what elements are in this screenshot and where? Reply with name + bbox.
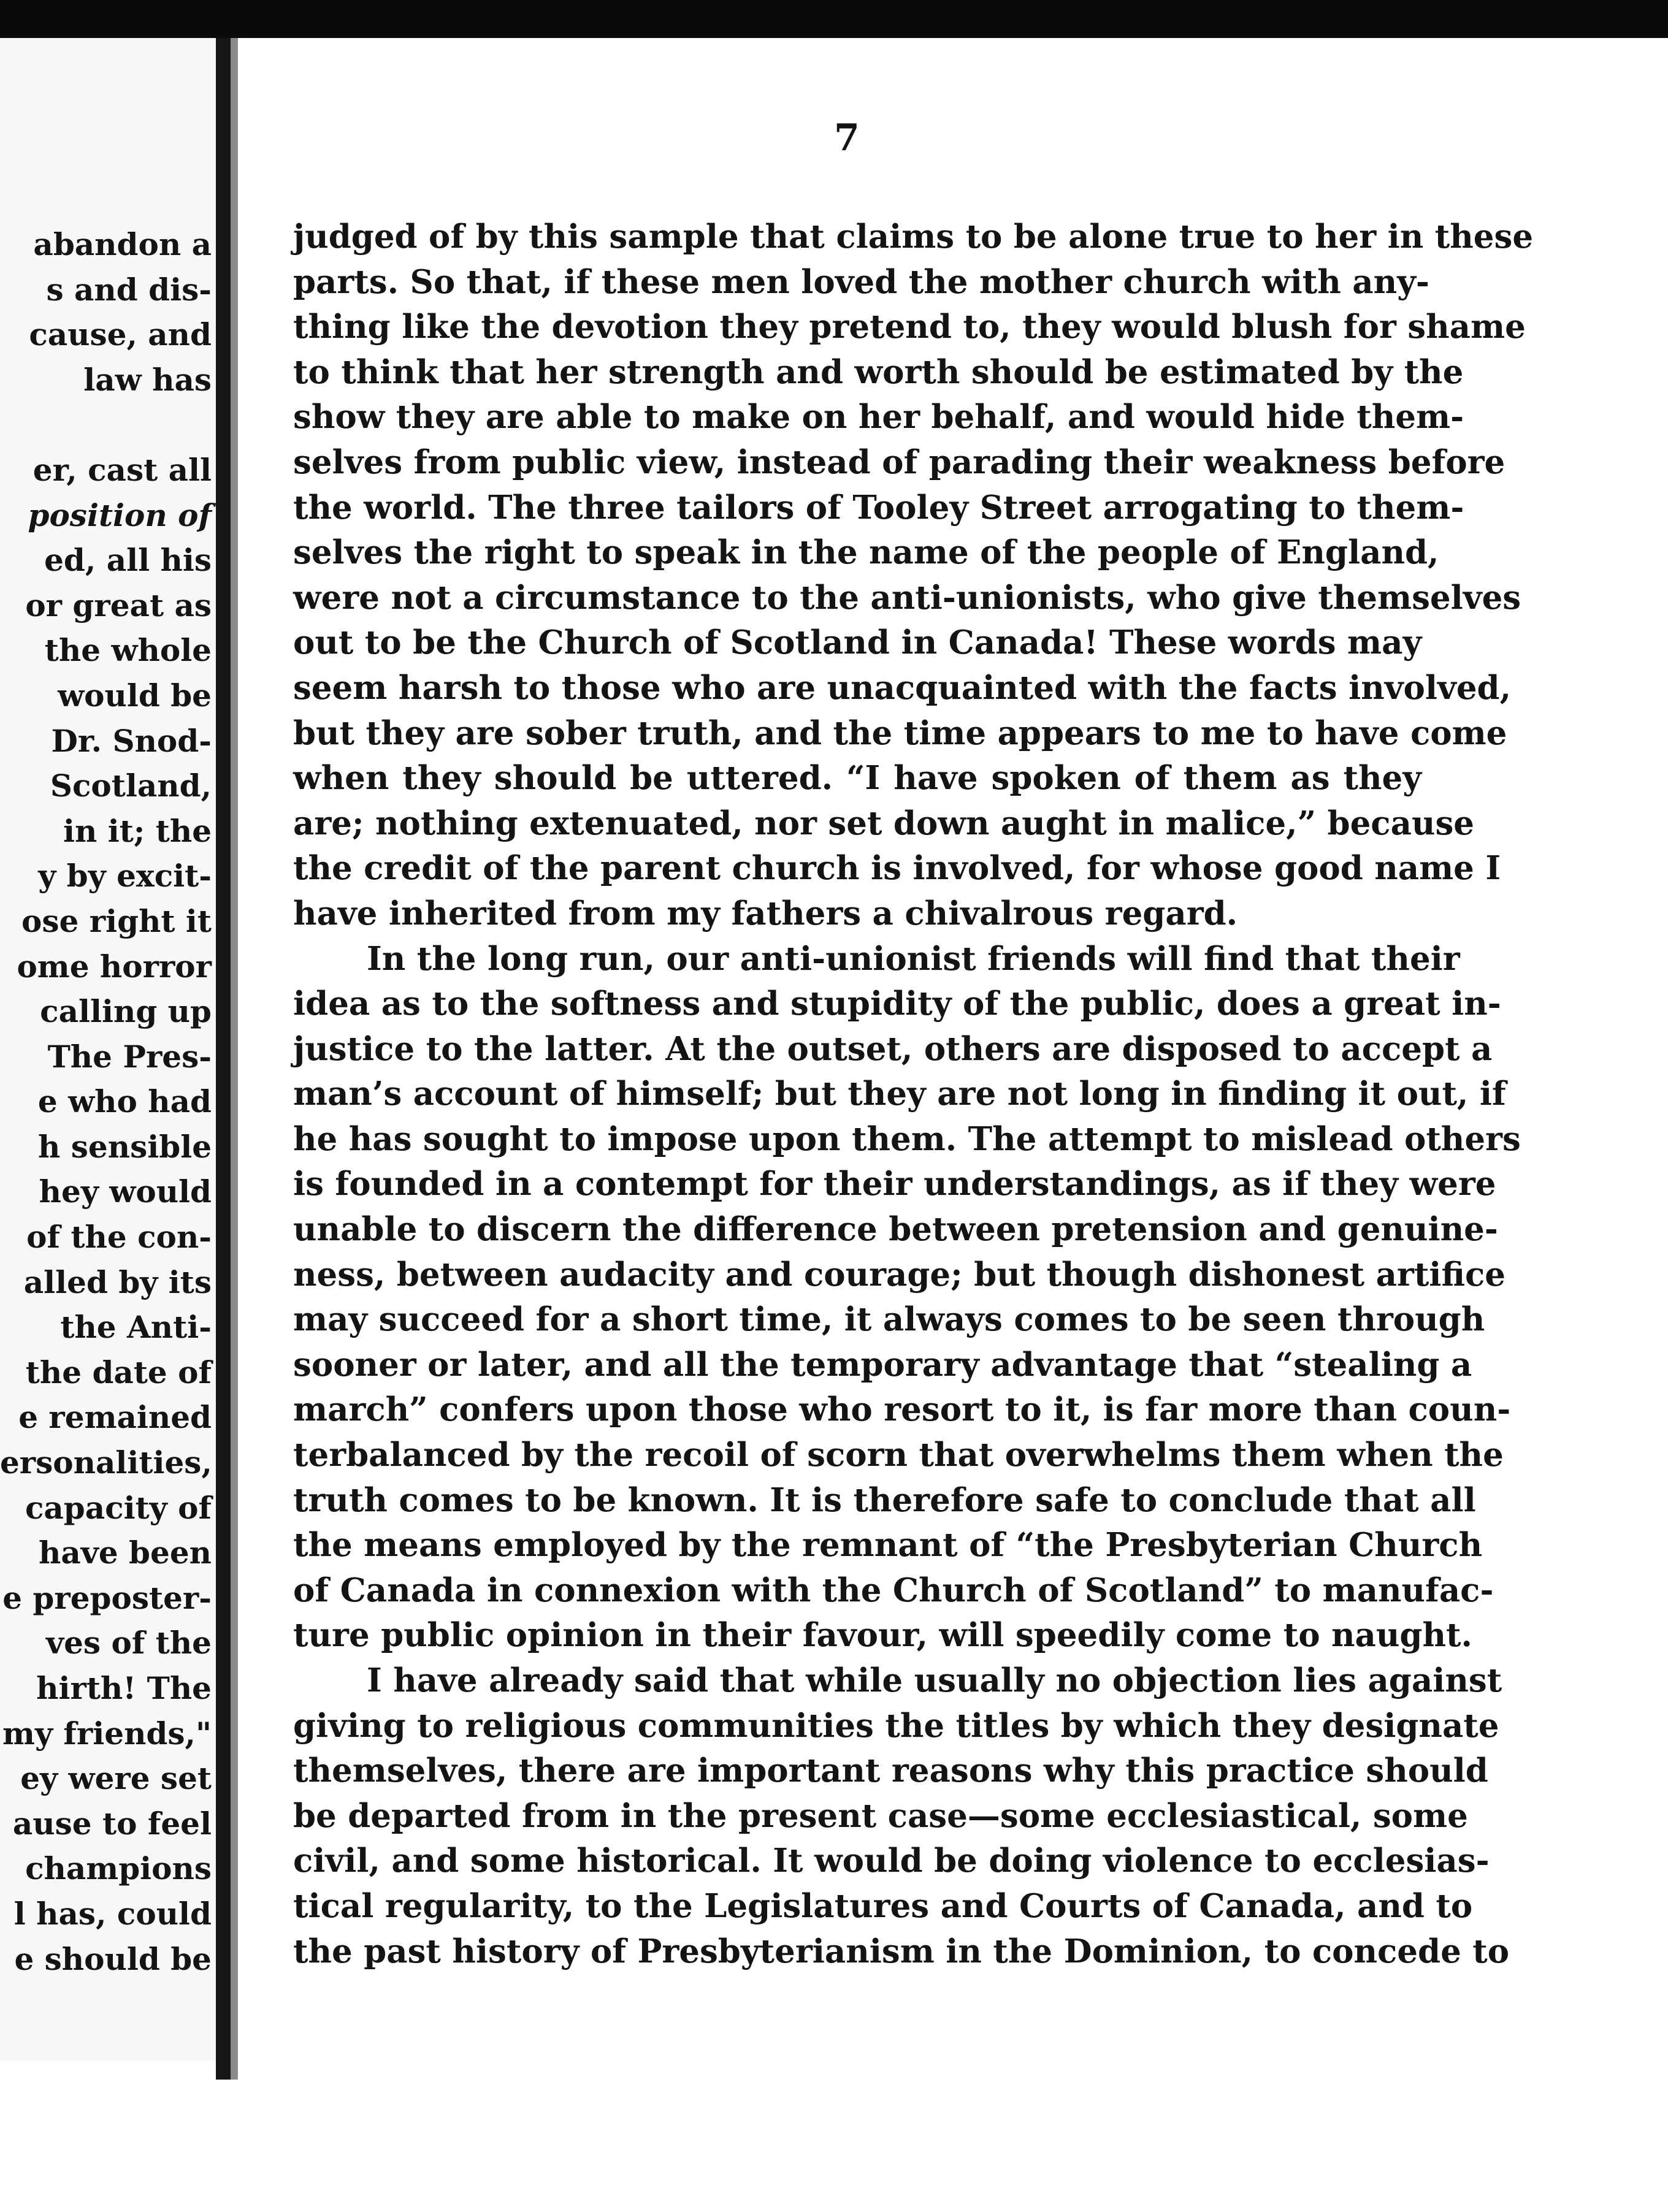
paragraph-3-line: themselves, there are important reasons why this practice should bbox=[293, 1752, 1488, 1790]
facing-page-line: capacity of bbox=[25, 1489, 212, 1526]
facing-page-line: The Pres- bbox=[47, 1038, 212, 1075]
scan-bottom-margin bbox=[0, 2080, 1668, 2212]
facing-page-line: ed, all his bbox=[44, 542, 212, 579]
facing-page-line: ome horror bbox=[17, 948, 212, 985]
facing-page-line: position of bbox=[28, 497, 212, 533]
facing-page-line: Scotland, bbox=[50, 768, 212, 804]
book-gutter bbox=[216, 38, 231, 2080]
facing-page-fragment bbox=[0, 38, 233, 2061]
paragraph-3-line: giving to religious communities the titles by which they designate bbox=[293, 1706, 1499, 1745]
facing-page-line: l has, could bbox=[13, 1895, 212, 1932]
paragraph-1-line: are; nothing extenuated, nor set down aught in malice,” because bbox=[293, 804, 1475, 842]
paragraph-2-line: terbalanced by the recoil of scorn that overwhelms them when the bbox=[293, 1436, 1504, 1474]
page-number: 7 bbox=[834, 116, 860, 159]
facing-page-line: ves of the bbox=[46, 1625, 212, 1661]
paragraph-3-line: I have already said that while usually no objection lies against bbox=[367, 1661, 1502, 1699]
paragraph-2-line: ness, between audacity and courage; but though dishonest artifice bbox=[293, 1255, 1505, 1294]
facing-page-line bbox=[0, 402, 212, 448]
facing-page-line: Dr. Snod- bbox=[51, 722, 212, 759]
paragraph-2-line: ture public opinion in their favour, will speedily come to naught. bbox=[293, 1616, 1472, 1655]
paragraph-2-line: In the long run, our anti-unionist friends will find that their bbox=[367, 939, 1460, 978]
scan-top-border bbox=[0, 0, 1668, 38]
facing-page-line: have been bbox=[39, 1535, 212, 1571]
facing-page-line: the whole bbox=[44, 632, 212, 669]
facing-page-line: or great as bbox=[25, 587, 212, 624]
paragraph-3-line: be departed from in the present case—some ecclesiastical, some bbox=[293, 1796, 1468, 1835]
facing-page-line: of the con- bbox=[26, 1219, 212, 1256]
paragraph-2-line: man’s account of himself; but they are not long in finding it out, if bbox=[293, 1075, 1506, 1113]
facing-page-line: the date of bbox=[25, 1354, 212, 1390]
paragraph-2-line: is founded in a contempt for their understandings, as if they were bbox=[293, 1165, 1496, 1203]
facing-page-line: ey were set bbox=[20, 1760, 212, 1797]
paragraph-2-line: of Canada in connexion with the Church of Scotland” to manufac- bbox=[293, 1571, 1494, 1609]
paragraph-2-line: unable to discern the difference between pretension and genuine- bbox=[293, 1210, 1498, 1249]
paragraph-1-line: judged of by this sample that claims to be alone true to her in these bbox=[293, 218, 1534, 256]
paragraph-3-line: tical regularity, to the Legislatures and Courts of Canada, and to bbox=[293, 1886, 1473, 1925]
paragraph-1-line: when they should be uttered. “I have spoken of them as they bbox=[293, 759, 1421, 798]
paragraph-1-line: thing like the devotion they pretend to, they would blush for shame bbox=[293, 308, 1526, 346]
facing-page-line: ose right it bbox=[21, 902, 212, 939]
facing-page-line: ause to feel bbox=[12, 1805, 212, 1842]
paragraph-1-line: selves from public view, instead of parading their weakness before bbox=[293, 443, 1505, 481]
facing-page-line: y by excit- bbox=[38, 858, 212, 894]
paragraph-1-line: out to be the Church of Scotland in Canada! These words may bbox=[293, 624, 1422, 662]
paragraph-2-line: idea as to the softness and stupidity of the public, does a great in- bbox=[293, 985, 1501, 1023]
paragraph-1-line: to think that her strength and worth should be estimated by the bbox=[293, 353, 1464, 391]
facing-page-line: h sensible bbox=[38, 1128, 212, 1165]
facing-page-line: alled by its bbox=[23, 1264, 212, 1300]
facing-page-line: ersonalities, bbox=[0, 1444, 212, 1481]
facing-page-line: e preposter- bbox=[2, 1579, 212, 1616]
paragraph-2-line: he has sought to impose upon them. The attempt to mislead others bbox=[293, 1119, 1521, 1158]
facing-page-line: calling up bbox=[40, 993, 212, 1030]
paragraph-2-line: truth comes to be known. It is therefore safe to conclude that all bbox=[293, 1481, 1476, 1519]
paragraph-1-line: the credit of the parent church is involved, for whose good name I bbox=[293, 849, 1501, 888]
paragraph-2-line: the means employed by the remnant of “the Presbyterian Church bbox=[293, 1526, 1483, 1565]
facing-page-text bbox=[0, 222, 212, 1981]
gutter-shadow bbox=[231, 38, 238, 2080]
page-body bbox=[293, 215, 1534, 1974]
facing-page-line: s and dis- bbox=[46, 271, 212, 308]
paragraph-2-line: justice to the latter. At the outset, others are disposed to accept a bbox=[293, 1029, 1493, 1068]
facing-page-line: in it; the bbox=[63, 812, 212, 849]
paragraph-1-line: have inherited from my fathers a chivalrous regard. bbox=[293, 894, 1238, 932]
facing-page-line: cause, and bbox=[29, 316, 212, 353]
facing-page-line: law has bbox=[83, 361, 212, 398]
paragraph-2-line: may succeed for a short time, it always comes to be seen through bbox=[293, 1300, 1485, 1339]
paragraph-1-line: parts. So that, if these men loved the mother church with any- bbox=[293, 262, 1429, 301]
facing-page-line: e should be bbox=[14, 1940, 212, 1977]
facing-page-line: would be bbox=[58, 677, 212, 714]
paragraph-3-line: the past history of Presbyterianism in the Dominion, to concede to bbox=[293, 1932, 1510, 1970]
paragraph-1-line: selves the right to speak in the name of the people of England, bbox=[293, 533, 1439, 572]
facing-page-line: hey would bbox=[39, 1173, 212, 1210]
facing-page-line: e who had bbox=[37, 1083, 212, 1120]
paragraph-2-line: sooner or later, and all the temporary advantage that “stealing a bbox=[293, 1345, 1472, 1384]
paragraph-1-line: show they are able to make on her behalf, and would hide them- bbox=[293, 398, 1464, 437]
facing-page-line: the Anti- bbox=[60, 1309, 212, 1346]
paragraph-1-line: but they are sober truth, and the time appears to me to have come bbox=[293, 714, 1507, 752]
facing-page-line: e remained bbox=[18, 1399, 212, 1436]
facing-page-line: champions bbox=[25, 1850, 212, 1887]
paragraph-3-line: civil, and some historical. It would be doing violence to ecclesias- bbox=[293, 1842, 1490, 1880]
facing-page-line: er, cast all bbox=[33, 451, 212, 488]
paragraph-1-line: the world. The three tailors of Tooley Street arrogating to them- bbox=[293, 488, 1464, 527]
paragraph-1-line: seem harsh to those who are unacquainted with the facts involved, bbox=[293, 668, 1512, 707]
facing-page-line: abandon a bbox=[33, 226, 212, 262]
paragraph-1-line: were not a circumstance to the anti-unionists, who give themselves bbox=[293, 578, 1521, 617]
paragraph-2-line: march” confers upon those who resort to it, is far more than coun- bbox=[293, 1390, 1511, 1429]
facing-page-line: my friends," bbox=[2, 1715, 212, 1752]
facing-page-line: hirth! The bbox=[36, 1670, 212, 1706]
